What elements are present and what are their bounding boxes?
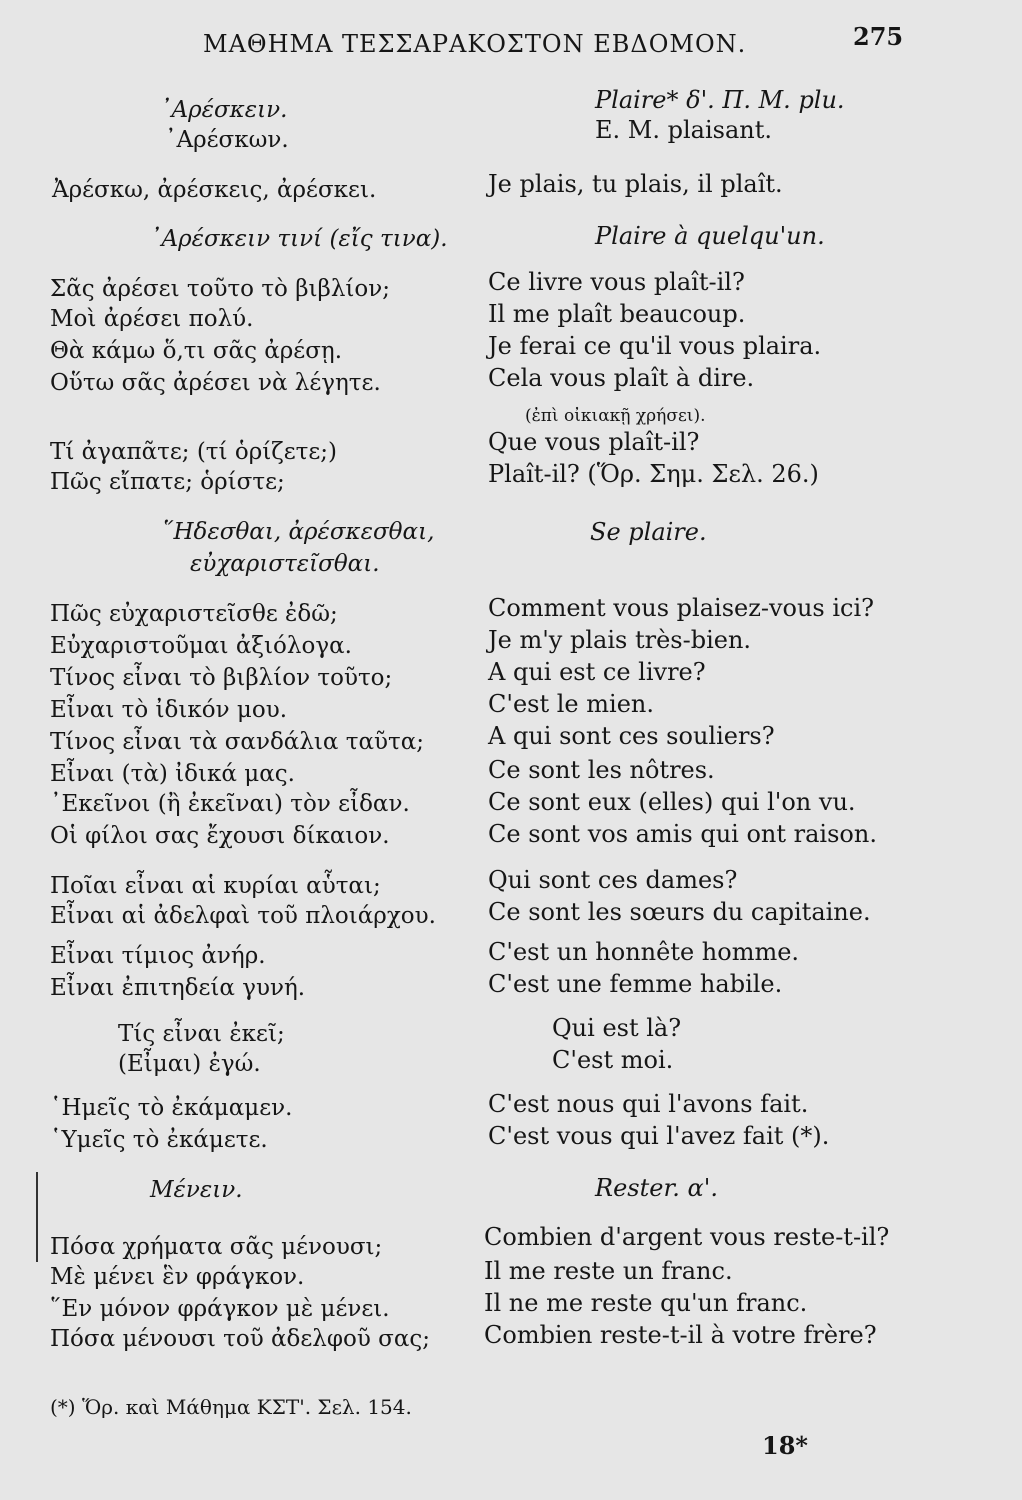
- french-line: Rester. α'.: [595, 1174, 718, 1202]
- greek-line: Οἱ φίλοι σας ἔχουσι δίκαιον.: [50, 823, 390, 849]
- french-line: Se plaire.: [590, 518, 707, 546]
- french-line: Ce sont eux (elles) qui l'on vu.: [488, 788, 856, 816]
- greek-line: Τίνος εἶναι τὰ σανδάλια ταῦτα;: [50, 729, 424, 755]
- french-line: Il ne me reste qu'un franc.: [484, 1289, 808, 1317]
- french-line: C'est nous qui l'avons fait.: [488, 1090, 809, 1118]
- french-line: Il me reste un franc.: [484, 1257, 733, 1285]
- french-line: Que vous plaît-il?: [488, 428, 700, 456]
- french-line: C'est moi.: [552, 1046, 674, 1074]
- french-line: A qui sont ces souliers?: [488, 722, 775, 750]
- greek-line: Ποῖαι εἶναι αἱ κυρίαι αὗται;: [50, 873, 381, 899]
- greek-line: Θὰ κάμω ὅ,τι σᾶς ἀρέσῃ.: [50, 338, 343, 364]
- greek-line: Πῶς εἴπατε; ὁρίστε;: [50, 469, 285, 495]
- french-line: C'est le mien.: [488, 690, 654, 718]
- french-line: Je plais, tu plais, il plaît.: [488, 170, 783, 198]
- greek-line: Μὲ μένει ἓν φράγκον.: [50, 1264, 305, 1290]
- margin-rule: [36, 1172, 38, 1262]
- french-line: Combien reste-t-il à votre frère?: [484, 1321, 877, 1349]
- french-line: Plaire à quelqu'un.: [595, 222, 825, 250]
- greek-line: εὐχαριστεῖσθαι.: [190, 551, 380, 577]
- greek-line: ῾Υμεῖς τὸ ἐκάμετε.: [50, 1127, 268, 1153]
- french-line: Il me plaît beaucoup.: [488, 300, 746, 328]
- french-line: C'est vous qui l'avez fait (*).: [488, 1122, 830, 1150]
- greek-line: Τί ἀγαπᾶτε; (τί ὁρίζετε;): [50, 439, 337, 465]
- greek-line: Πῶς εὐχαριστεῖσθε ἐδῶ;: [50, 601, 338, 627]
- french-line: Combien d'argent vous reste-t-il?: [484, 1223, 890, 1251]
- signature-mark: 18*: [762, 1431, 808, 1460]
- french-line: Qui sont ces dames?: [488, 866, 738, 894]
- french-line: Cela vous plaît à dire.: [488, 364, 755, 392]
- french-line: Plaire* δ'. Π. Μ. plu.: [595, 86, 845, 114]
- greek-line: ᾿Αρέσκειν τινί (εἴς τινα).: [150, 226, 448, 252]
- greek-line: Πόσα χρήματα σᾶς μένουσι;: [50, 1234, 383, 1260]
- greek-line: Μοὶ ἀρέσει πολύ.: [50, 306, 254, 332]
- greek-line: Οὕτω σᾶς ἀρέσει νὰ λέγητε.: [50, 370, 381, 396]
- greek-line: ῾Ημεῖς τὸ ἐκάμαμεν.: [50, 1095, 293, 1121]
- page-title: ΜΑΘΗΜΑ ΤΕΣΣΑΡΑΚΟΣΤΟΝ ΕΒΔΟΜΟΝ.: [203, 30, 747, 58]
- greek-line: ᾿Εκεῖνοι (ἢ ἐκεῖναι) τὸν εἶδαν.: [50, 791, 410, 817]
- french-line: C'est un honnête homme.: [488, 938, 800, 966]
- french-line: Je m'y plais très-bien.: [488, 626, 752, 654]
- french-line: (ἐπὶ οἰκιακῇ χρήσει).: [525, 406, 706, 426]
- greek-line: Εἶναι αἱ ἀδελφαὶ τοῦ πλοιάρχου.: [50, 903, 436, 929]
- footnote: (*) Ὅρ. καὶ Μάθημα ΚΣΤ'. Σελ. 154.: [50, 1395, 412, 1419]
- greek-line: Μένειν.: [150, 1177, 243, 1203]
- greek-line: Εἶναι (τὰ) ἰδικά μας.: [50, 761, 295, 787]
- greek-line: ᾿Αρέσκειν.: [160, 97, 288, 123]
- french-line: Plaît-il? (Ὅρ. Σημ. Σελ. 26.): [488, 460, 819, 488]
- french-line: C'est une femme habile.: [488, 970, 783, 998]
- french-line: Ce sont les sœurs du capitaine.: [488, 898, 871, 926]
- greek-line: ᾿Αρέσκων.: [165, 127, 289, 153]
- page-number: 275: [853, 22, 904, 51]
- french-line: Ce sont les nôtres.: [488, 756, 715, 784]
- french-line: Je ferai ce qu'il vous plaira.: [488, 332, 822, 360]
- french-line: Ce livre vous plaît-il?: [488, 268, 745, 296]
- french-line: Ce sont vos amis qui ont raison.: [488, 820, 877, 848]
- french-line: A qui est ce livre?: [488, 658, 706, 686]
- french-line: Ε. Μ. plaisant.: [595, 116, 772, 144]
- greek-line: Εἶναι τὸ ἰδικόν μου.: [50, 697, 288, 723]
- greek-line: Πόσα μένουσι τοῦ ἀδελφοῦ σας;: [50, 1326, 430, 1352]
- french-line: Qui est là?: [552, 1014, 682, 1042]
- french-line: Comment vous plaisez-vous ici?: [488, 594, 875, 622]
- greek-line: Εἶναι τίμιος ἀνήρ.: [50, 943, 266, 969]
- greek-line: Εἶναι ἐπιτηδεία γυνή.: [50, 975, 306, 1001]
- greek-line: Σᾶς ἀρέσει τοῦτο τὸ βιβλίον;: [50, 276, 391, 302]
- greek-line: ῞Εν μόνον φράγκον μὲ μένει.: [50, 1296, 390, 1322]
- greek-line: Τίς εἶναι ἐκεῖ;: [118, 1021, 285, 1047]
- greek-line: ῞Ηδεσθαι, ἀρέσκεσθαι,: [162, 519, 435, 545]
- greek-line: Τίνος εἶναι τὸ βιβλίον τοῦτο;: [50, 665, 393, 691]
- greek-line: Εὐχαριστοῦμαι ἀξιόλογα.: [50, 633, 352, 659]
- greek-line: (Εἶμαι) ἐγώ.: [118, 1051, 261, 1077]
- greek-line: Ἀρέσκω, ἀρέσκεις, ἀρέσκει.: [52, 177, 377, 203]
